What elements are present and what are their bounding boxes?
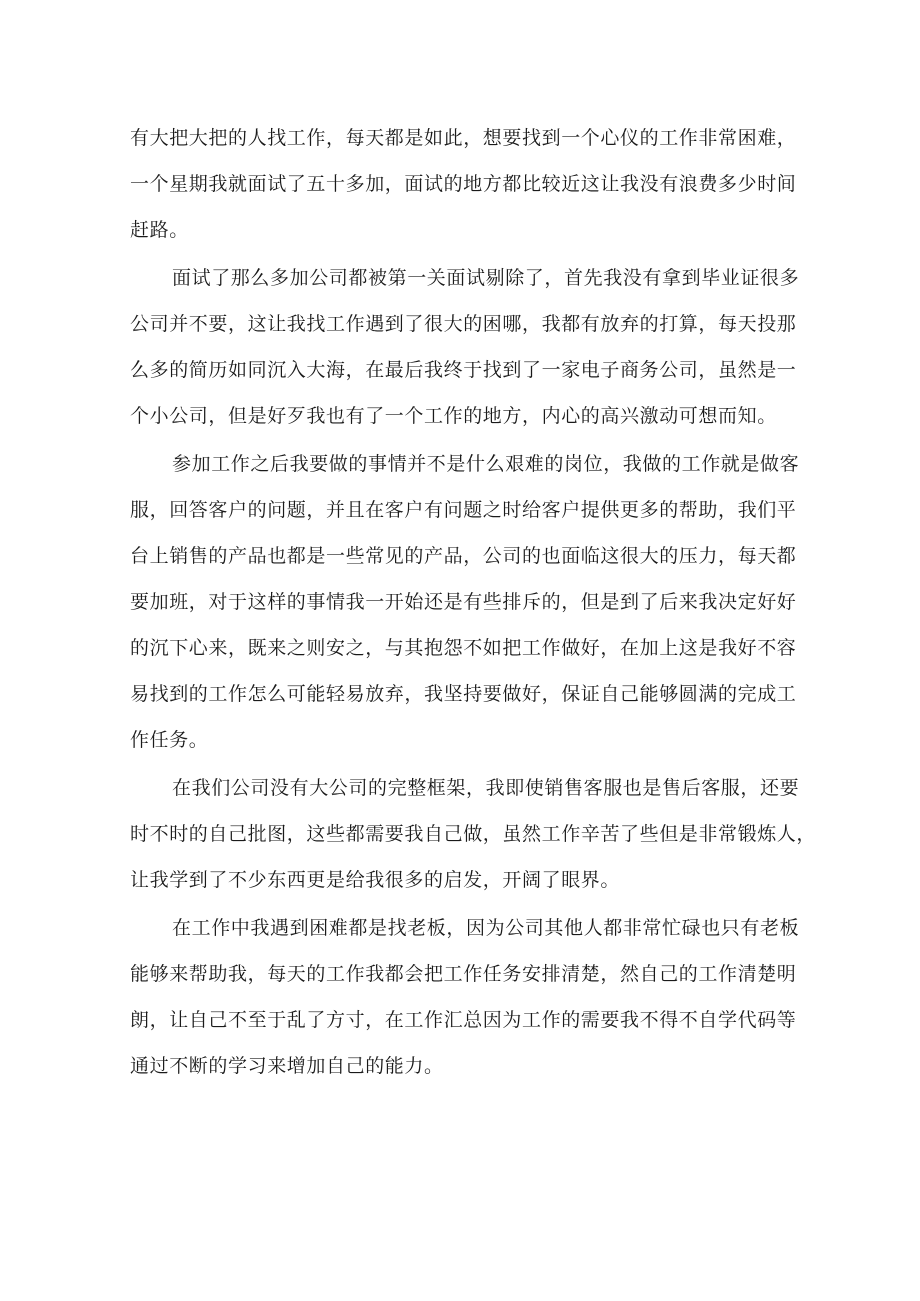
paragraph-5 bbox=[130, 905, 800, 1089]
paragraph-line: 面试了那么多加公司都被第一关面试剔除了，首先我没有拿到毕业证很多 bbox=[172, 267, 800, 289]
paragraph-line: 公司并不要，这让我找工作遇到了很大的困哪，我都有放弃的打算，每天投那 bbox=[130, 313, 797, 335]
paragraph-3 bbox=[130, 441, 800, 763]
paragraph-line: 赶路。 bbox=[130, 219, 189, 241]
paragraph-line: 服，回答客户的问题，并且在客户有问题之时给客户提供更多的帮助，我们平 bbox=[130, 499, 797, 521]
paragraph-line: 朗，让自己不至于乱了方寸，在工作汇总因为工作的需要我不得不自学代码等 bbox=[130, 1009, 797, 1031]
paragraph-line: 台上销售的产品也都是一些常见的产品，公司的也面临这很大的压力，每天都 bbox=[130, 545, 797, 567]
paragraph-line: 能够来帮助我，每天的工作我都会把工作任务安排清楚，然自己的工作清楚明 bbox=[130, 963, 797, 985]
paragraph-line: 要加班，对于这样的事情我一开始还是有些排斥的，但是到了后来我决定好好 bbox=[130, 591, 797, 613]
paragraph-4 bbox=[130, 765, 817, 903]
paragraph-line: 通过不断的学习来增加自己的能力。 bbox=[130, 1055, 444, 1077]
paragraph-1 bbox=[130, 115, 797, 253]
paragraph-line: 让我学到了不少东西更是给我很多的启发，开阔了眼界。 bbox=[130, 869, 621, 891]
paragraph-line: 参加工作之后我要做的事情并不是什么艰难的岗位，我做的工作就是做客 bbox=[172, 453, 800, 475]
paragraph-line: 么多的简历如同沉入大海，在最后我终于找到了一家电子商务公司，虽然是一 bbox=[130, 359, 797, 381]
paragraph-line: 有大把大把的人找工作，每天都是如此，想要找到一个心仪的工作非常困难， bbox=[130, 127, 797, 149]
paragraph-line: 在工作中我遇到困难都是找老板，因为公司其他人都非常忙碌也只有老板 bbox=[172, 917, 800, 939]
paragraph-line: 在我们公司没有大公司的完整框架，我即使销售客服也是售后客服，还要 bbox=[172, 777, 800, 799]
paragraph-2 bbox=[130, 255, 800, 439]
paragraph-line: 个小公司，但是好歹我也有了一个工作的地方，内心的高兴激动可想而知。 bbox=[130, 405, 777, 427]
document-body bbox=[130, 115, 817, 1089]
paragraph-line: 时不时的自己批图，这些都需要我自己做，虽然工作辛苦了些但是非常锻炼人， bbox=[130, 823, 817, 845]
paragraph-line: 一个星期我就面试了五十多加，面试的地方都比较近这让我没有浪费多少时间 bbox=[130, 173, 797, 195]
paragraph-line: 易找到的工作怎么可能轻易放弃，我坚持要做好，保证自己能够圆满的完成工 bbox=[130, 683, 797, 705]
paragraph-line: 的沉下心来，既来之则安之，与其抱怨不如把工作做好，在加上这是我好不容 bbox=[130, 637, 797, 659]
paragraph-line: 作任务。 bbox=[130, 729, 209, 751]
